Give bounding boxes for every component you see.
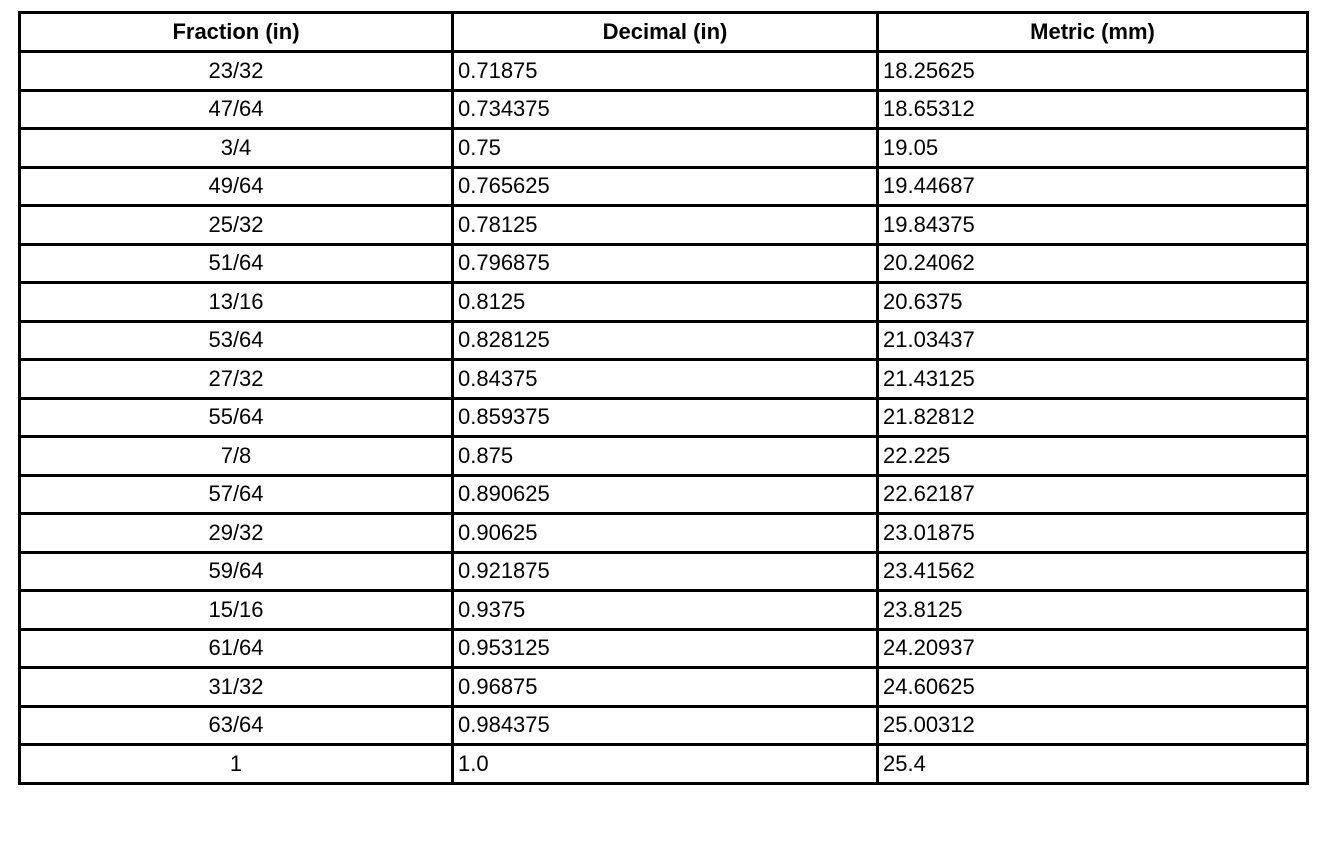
- decimal-cell: 0.828125: [453, 321, 878, 360]
- metric-cell: 19.44687: [878, 167, 1308, 206]
- table-body: [20, 52, 1308, 784]
- table-row: [20, 167, 1308, 206]
- decimal-cell: 0.84375: [453, 360, 878, 399]
- fraction-cell: 57/64: [20, 475, 453, 514]
- header-fraction: Fraction (in): [20, 13, 453, 52]
- decimal-cell: 0.734375: [453, 90, 878, 129]
- fraction-cell: 29/32: [20, 514, 453, 553]
- table-row: [20, 398, 1308, 437]
- fraction-cell: 49/64: [20, 167, 453, 206]
- metric-cell: 21.03437: [878, 321, 1308, 360]
- header-metric: Metric (mm): [878, 13, 1308, 52]
- decimal-cell: 0.8125: [453, 283, 878, 322]
- fraction-cell: 13/16: [20, 283, 453, 322]
- decimal-cell: 0.796875: [453, 244, 878, 283]
- fraction-cell: 25/32: [20, 206, 453, 245]
- conversion-table-container: [18, 11, 1306, 785]
- decimal-cell: 0.75: [453, 129, 878, 168]
- fraction-cell: 15/16: [20, 591, 453, 630]
- fraction-cell: 47/64: [20, 90, 453, 129]
- metric-cell: 19.05: [878, 129, 1308, 168]
- metric-cell: 23.8125: [878, 591, 1308, 630]
- fraction-cell: 61/64: [20, 629, 453, 668]
- decimal-cell: 0.953125: [453, 629, 878, 668]
- table-row: [20, 475, 1308, 514]
- decimal-cell: 0.9375: [453, 591, 878, 630]
- decimal-cell: 0.71875: [453, 52, 878, 91]
- table-row: [20, 321, 1308, 360]
- fraction-cell: 55/64: [20, 398, 453, 437]
- metric-cell: 21.43125: [878, 360, 1308, 399]
- table-row: [20, 244, 1308, 283]
- table-row: [20, 360, 1308, 399]
- table-row: [20, 552, 1308, 591]
- metric-cell: 25.00312: [878, 706, 1308, 745]
- decimal-cell: 0.859375: [453, 398, 878, 437]
- table-row: [20, 437, 1308, 476]
- metric-cell: 25.4: [878, 745, 1308, 784]
- metric-cell: 23.01875: [878, 514, 1308, 553]
- decimal-cell: 0.890625: [453, 475, 878, 514]
- table-row: [20, 668, 1308, 707]
- metric-cell: 20.24062: [878, 244, 1308, 283]
- table-row: [20, 52, 1308, 91]
- decimal-cell: 0.875: [453, 437, 878, 476]
- fraction-cell: 27/32: [20, 360, 453, 399]
- table-row: [20, 629, 1308, 668]
- fraction-cell: 23/32: [20, 52, 453, 91]
- decimal-cell: 0.78125: [453, 206, 878, 245]
- fraction-cell: 53/64: [20, 321, 453, 360]
- metric-cell: 18.65312: [878, 90, 1308, 129]
- table-row: [20, 514, 1308, 553]
- metric-cell: 22.62187: [878, 475, 1308, 514]
- metric-cell: 19.84375: [878, 206, 1308, 245]
- table-row: [20, 745, 1308, 784]
- table-row: [20, 283, 1308, 322]
- fraction-cell: 7/8: [20, 437, 453, 476]
- table-row: [20, 129, 1308, 168]
- decimal-cell: 0.90625: [453, 514, 878, 553]
- metric-cell: 22.225: [878, 437, 1308, 476]
- metric-cell: 24.20937: [878, 629, 1308, 668]
- fraction-cell: 3/4: [20, 129, 453, 168]
- fraction-cell: 63/64: [20, 706, 453, 745]
- fraction-cell: 31/32: [20, 668, 453, 707]
- metric-cell: 20.6375: [878, 283, 1308, 322]
- decimal-cell: 0.921875: [453, 552, 878, 591]
- conversion-table: [18, 11, 1309, 785]
- metric-cell: 24.60625: [878, 668, 1308, 707]
- metric-cell: 23.41562: [878, 552, 1308, 591]
- metric-cell: 21.82812: [878, 398, 1308, 437]
- table-row: [20, 591, 1308, 630]
- decimal-cell: 0.984375: [453, 706, 878, 745]
- header-decimal: Decimal (in): [453, 13, 878, 52]
- decimal-cell: 0.96875: [453, 668, 878, 707]
- table-row: [20, 706, 1308, 745]
- metric-cell: 18.25625: [878, 52, 1308, 91]
- fraction-cell: 1: [20, 745, 453, 784]
- fraction-cell: 51/64: [20, 244, 453, 283]
- table-header-row: [20, 13, 1308, 52]
- table-row: [20, 206, 1308, 245]
- fraction-cell: 59/64: [20, 552, 453, 591]
- decimal-cell: 1.0: [453, 745, 878, 784]
- table-row: [20, 90, 1308, 129]
- decimal-cell: 0.765625: [453, 167, 878, 206]
